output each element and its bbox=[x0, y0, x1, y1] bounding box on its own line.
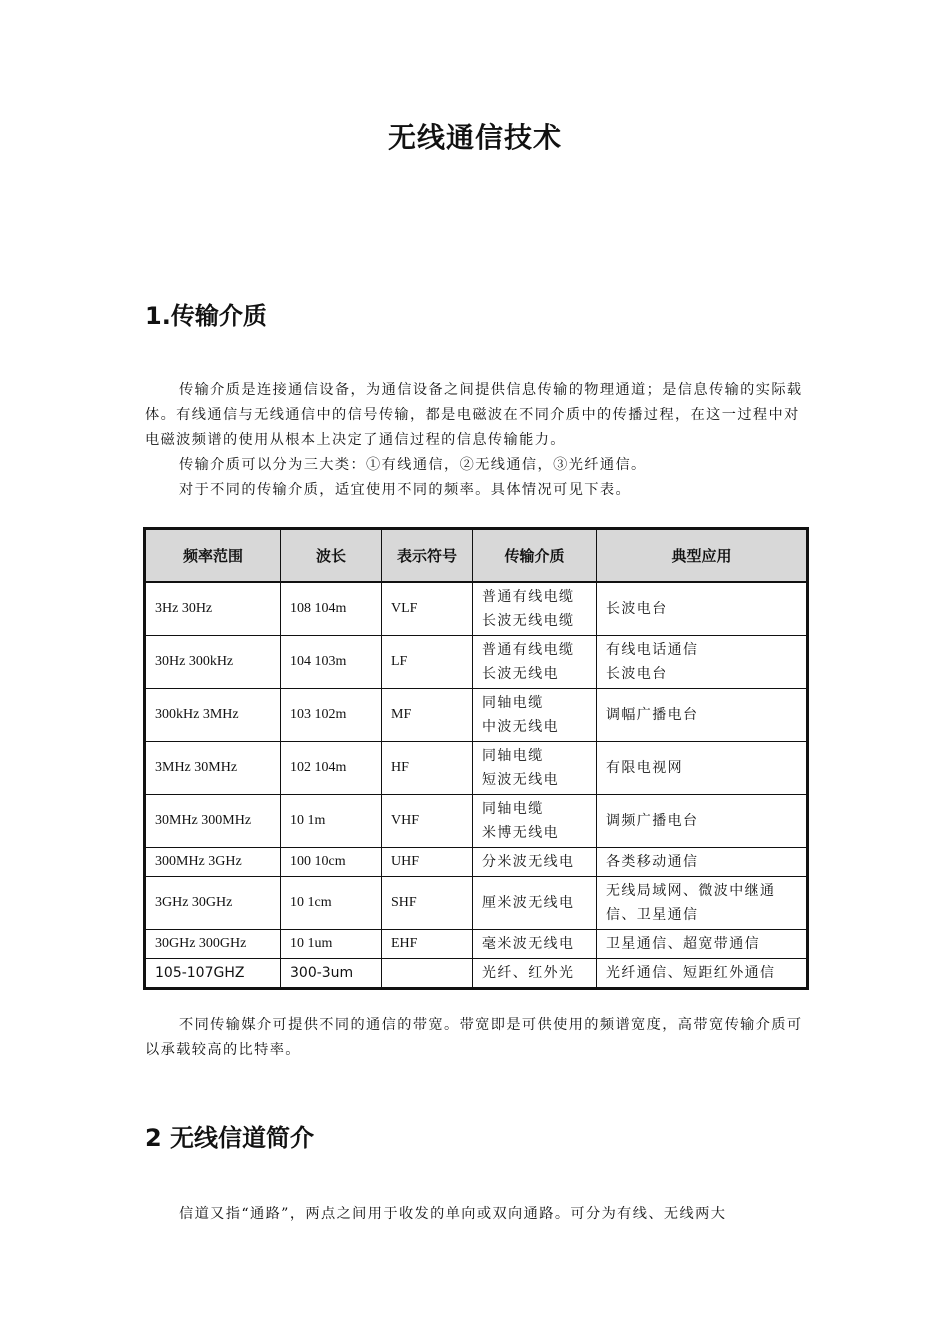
cell-range: 300MHz 3GHz bbox=[145, 848, 281, 877]
cell-wavelength: 102 104m bbox=[281, 742, 382, 795]
cell-medium bbox=[473, 877, 597, 930]
cell-line: 长波电台 bbox=[606, 601, 668, 617]
cell-symbol: HF bbox=[382, 742, 473, 795]
cell-wavelength: 10 1m bbox=[281, 795, 382, 848]
cell-line: 同轴电缆 bbox=[482, 695, 544, 711]
cell-line: 长波电台 bbox=[606, 666, 668, 682]
cell-symbol: LF bbox=[382, 636, 473, 689]
cell-medium bbox=[473, 689, 597, 742]
header-frequency-range: 频率范围 bbox=[145, 529, 281, 583]
cell-range: 30Hz 300kHz bbox=[145, 636, 281, 689]
section-2-body bbox=[145, 1202, 805, 1227]
section-1-body bbox=[145, 378, 805, 503]
cell-symbol: MF bbox=[382, 689, 473, 742]
cell-line: 卫星通信、超宽带通信 bbox=[606, 936, 760, 952]
cell-symbol: EHF bbox=[382, 930, 473, 959]
cell-medium bbox=[473, 636, 597, 689]
cell-line: 有限电视网 bbox=[606, 760, 683, 776]
header-symbol: 表示符号 bbox=[382, 529, 473, 583]
section-1-heading: 1.传输介质 bbox=[145, 302, 267, 330]
cell-medium bbox=[473, 582, 597, 636]
cell-range: 3Hz 30Hz bbox=[145, 582, 281, 636]
cell-line: 普通有线电缆 bbox=[482, 589, 575, 605]
cell-line: 毫米波无线电 bbox=[482, 936, 575, 952]
cell-application bbox=[597, 636, 808, 689]
cell-line: 光纤、红外光 bbox=[482, 965, 575, 981]
section-2-heading: 2 无线信道简介 bbox=[145, 1124, 315, 1152]
cell-range: 105-107GHZ bbox=[145, 959, 281, 989]
cell-symbol: UHF bbox=[382, 848, 473, 877]
cell-range: 3MHz 30MHz bbox=[145, 742, 281, 795]
cell-application bbox=[597, 689, 808, 742]
cell-line: 中波无线电 bbox=[482, 719, 559, 735]
cell-line: 长波无线电缆 bbox=[482, 613, 575, 629]
body-paragraph: 不同传输媒介可提供不同的通信的带宽。带宽即是可供使用的频谱宽度，高带宽传输介质可以承载较高的比特率。 bbox=[145, 1017, 803, 1058]
cell-symbol bbox=[382, 959, 473, 989]
cell-wavelength: 104 103m bbox=[281, 636, 382, 689]
cell-line: 厘米波无线电 bbox=[482, 895, 575, 911]
cell-line: 有线电话通信 bbox=[606, 642, 699, 658]
cell-line: 同轴电缆 bbox=[482, 748, 544, 764]
table-header-row bbox=[145, 529, 808, 583]
section-1-closing bbox=[145, 1013, 805, 1063]
cell-medium bbox=[473, 848, 597, 877]
cell-wavelength: 100 10cm bbox=[281, 848, 382, 877]
table-row bbox=[145, 582, 808, 636]
cell-wavelength: 300-3um bbox=[281, 959, 382, 989]
cell-medium bbox=[473, 930, 597, 959]
cell-wavelength: 10 1um bbox=[281, 930, 382, 959]
body-paragraph: 信道又指“通路”，两点之间用于收发的单向或双向通路。可分为有线、无线两大 bbox=[179, 1206, 727, 1222]
table-row bbox=[145, 742, 808, 795]
cell-line: 米博无线电 bbox=[482, 825, 559, 841]
frequency-table bbox=[143, 527, 809, 990]
header-application: 典型应用 bbox=[597, 529, 808, 583]
table-row bbox=[145, 930, 808, 959]
cell-range: 3GHz 30GHz bbox=[145, 877, 281, 930]
cell-application bbox=[597, 959, 808, 989]
cell-application bbox=[597, 930, 808, 959]
cell-application bbox=[597, 795, 808, 848]
cell-line: 分米波无线电 bbox=[482, 854, 575, 870]
body-paragraph: 对于不同的传输介质，适宜使用不同的频率。具体情况可见下表。 bbox=[179, 482, 632, 498]
cell-line: 信、卫星通信 bbox=[606, 907, 699, 923]
cell-application bbox=[597, 742, 808, 795]
cell-symbol: VHF bbox=[382, 795, 473, 848]
cell-medium bbox=[473, 795, 597, 848]
cell-wavelength: 10 1cm bbox=[281, 877, 382, 930]
cell-range: 30GHz 300GHz bbox=[145, 930, 281, 959]
cell-application bbox=[597, 848, 808, 877]
cell-line: 同轴电缆 bbox=[482, 801, 544, 817]
cell-line: 无线局域网、微波中继通 bbox=[606, 883, 776, 899]
body-paragraph: 传输介质是连接通信设备，为通信设备之间提供信息传输的物理通道；是信息传输的实际载体。有线通信与无线通信中的信号传输，都是电磁波在不同介质中的传播过程，在这一过程中对电磁波频谱的使用从根本上决定了通信过程的信息传输能力。 bbox=[145, 382, 803, 448]
document-title: 无线通信技术 bbox=[387, 121, 562, 154]
cell-medium bbox=[473, 742, 597, 795]
cell-range: 300kHz 3MHz bbox=[145, 689, 281, 742]
cell-wavelength: 103 102m bbox=[281, 689, 382, 742]
cell-wavelength: 108 104m bbox=[281, 582, 382, 636]
body-paragraph: 传输介质可以分为三大类：①有线通信，②无线通信，③光纤通信。 bbox=[179, 457, 647, 473]
cell-application bbox=[597, 877, 808, 930]
table-row bbox=[145, 959, 808, 989]
cell-application bbox=[597, 582, 808, 636]
header-wavelength: 波长 bbox=[281, 529, 382, 583]
cell-line: 各类移动通信 bbox=[606, 854, 699, 870]
cell-symbol: VLF bbox=[382, 582, 473, 636]
table-row bbox=[145, 689, 808, 742]
cell-medium bbox=[473, 959, 597, 989]
table-row bbox=[145, 795, 808, 848]
cell-range: 30MHz 300MHz bbox=[145, 795, 281, 848]
table-row bbox=[145, 636, 808, 689]
cell-line: 调幅广播电台 bbox=[606, 707, 699, 723]
cell-line: 短波无线电 bbox=[482, 772, 559, 788]
header-medium: 传输介质 bbox=[473, 529, 597, 583]
cell-line: 长波无线电 bbox=[482, 666, 559, 682]
cell-line: 普通有线电缆 bbox=[482, 642, 575, 658]
table-row bbox=[145, 877, 808, 930]
cell-symbol: SHF bbox=[382, 877, 473, 930]
cell-line: 调频广播电台 bbox=[606, 813, 699, 829]
table-row bbox=[145, 848, 808, 877]
cell-line: 光纤通信、短距红外通信 bbox=[606, 965, 776, 981]
